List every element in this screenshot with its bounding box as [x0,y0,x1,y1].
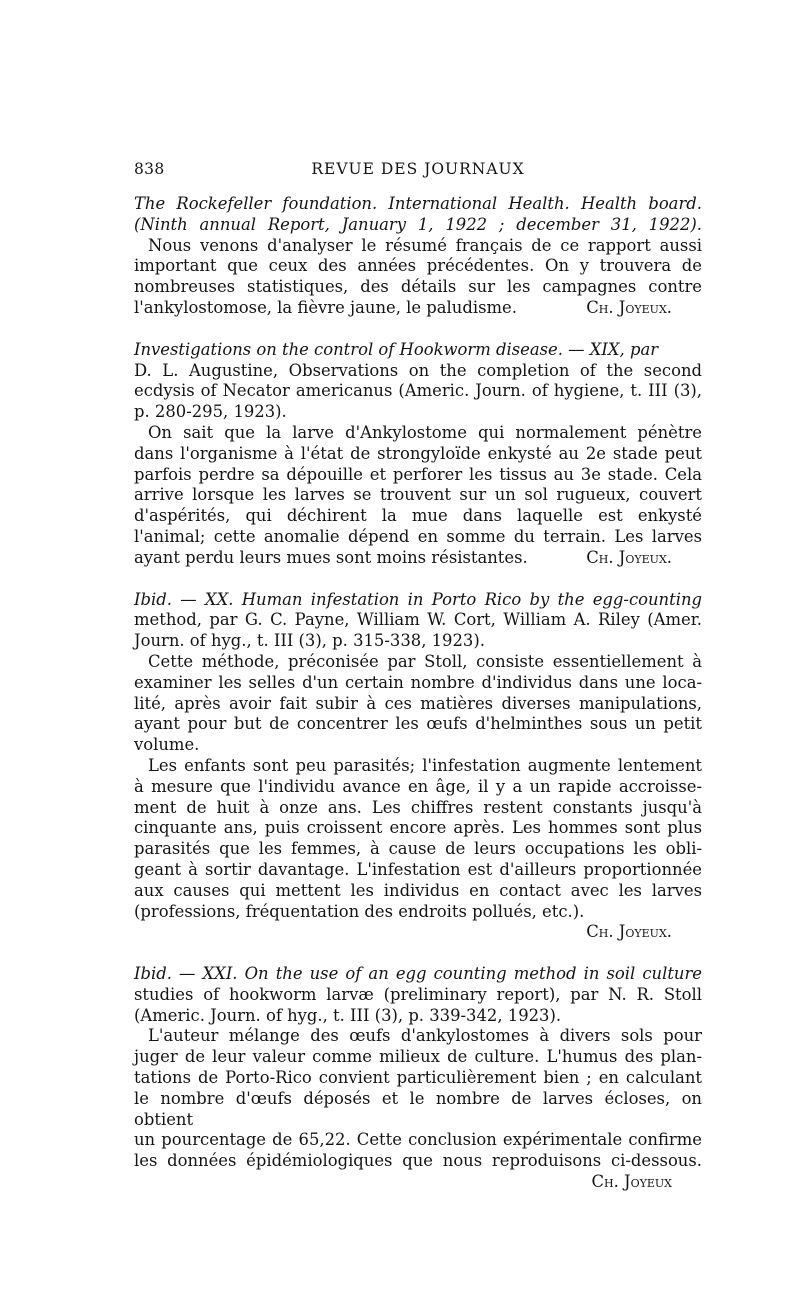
body-line-with-signature: ayant perdu leurs mues sont moins résistantes. Ch. Joyeux. [134,548,702,569]
author-signature: Ch. Joyeux. [586,922,672,942]
body-line: important que ceux des années précédentes. On y trouvera de [134,256,702,276]
body-line: L'auteur mélange des œufs d'ankylostomes à divers sols pour [148,1026,702,1046]
body-line: aux causes qui mettent les individus en contact avec les larves [134,880,702,900]
body-line: parasités que les femmes, à cause de leurs occupations les obli- [134,839,702,859]
author-signature: Ch. Joyeux. [586,547,672,567]
citation-line: Investigations on the control of Hookworm disease. — XIX, par [134,339,659,359]
citation-line: Ibid. — XXI. On the use of an egg counting method in soil culture [134,964,702,984]
citation-line: (Ninth annual Report, January 1, 1922 ; december 31, 1922). [134,214,702,234]
author-signature: Ch. Joyeux [591,1172,672,1192]
body-line: Nous venons d'analyser le résumé français de ce rapport aussi [148,235,702,255]
body-line: les données épidémiologiques que nous reproduisons ci-dessous. [134,1151,702,1171]
body-line: On sait que la larve d'Ankylostome qui normalement pénètre [148,422,702,442]
citation-line: D. L. Augustine, Observations on the completion of the second [134,360,702,380]
body-line: cinquante ans, puis croissent encore après. Les hommes sont plus [134,818,702,838]
body-line: volume. [134,735,200,755]
body-line: juger de leur valeur comme milieux de culture. L'humus des plan- [134,1047,702,1067]
signature-line [134,1172,702,1193]
body-line: geant à sortir davantage. L'infestation est d'ailleurs proportionnée [134,859,702,879]
page-number: 838 [134,160,165,178]
body-line: dans l'organisme à l'état de strongyloïde enkysté au 2e stade peut [134,443,702,463]
citation-line: Ibid. — XX. Human infestation in Porto Rico by the egg-counting [134,589,702,609]
body-line: Cette méthode, préconisée par Stoll, consiste essentiellement à [148,651,702,671]
body-line: examiner les selles d'un certain nombre d'individus dans une loca- [134,672,702,692]
citation-line: (Americ. Journ. of hyg., t. III (3), p. 339-342, 1923). [134,1005,562,1025]
body-line-with-signature: l'ankylostomose, la fièvre jaune, le paludisme. Ch. Joyeux. [134,298,702,319]
review-entry-xxi [134,964,702,1193]
citation-line: studies of hookworm larvæ (preliminary report), par N. R. Stoll [134,984,702,1004]
page-header [134,160,702,184]
review-entry-xix [134,340,702,569]
citation-line: p. 280-295, 1923). [134,402,287,422]
body-line: tations de Porto-Rico convient particulièrement bien ; en calculant [134,1068,702,1088]
body-line: d'aspérités, qui déchirent la mue dans laquelle est enkysté [134,506,702,526]
running-title: REVUE DES JOURNAUX [311,160,525,178]
author-signature: Ch. Joyeux. [586,297,672,317]
body-line: (professions, fréquentation des endroits pollués, etc.). [134,901,585,921]
citation-line: Journ. of hyg., t. III (3), p. 315-338, 1923). [134,631,485,651]
body-line: le nombre d'œufs déposés et le nombre de larves écloses, on obtient [134,1088,702,1129]
body-line: lité, après avoir fait subir à ces matières diverses manipulations, [134,693,702,713]
body-line: ayant pour but de concentrer les œufs d'helminthes sous un petit [134,714,702,734]
review-entry-xx [134,590,702,944]
text-column [134,194,702,1214]
body-line: ment de huit à onze ans. Les chiffres restent constants jusqu'à [134,797,702,817]
signature-line [134,922,702,943]
body-line: à mesure que l'individu avance en âge, il y a un rapide accroisse- [134,776,702,796]
body-line: arrive lorsque les larves se trouvent sur un sol rugueux, couvert [134,485,702,505]
citation-line: ecdysis of Necator americanus (Americ. Journ. of hygiene, t. III (3), [134,381,702,401]
citation-line: The Rockefeller foundation. International Health. Health board. [134,194,702,213]
body-line: nombreuses statistiques, des détails sur les campagnes contre [134,277,702,297]
review-entry-rockefeller [134,194,702,319]
body-line: un pourcentage de 65,22. Cette conclusion expérimentale confirme [134,1130,702,1150]
body-line: l'animal; cette anomalie dépend en somme du terrain. Les larves [134,526,702,546]
citation-line: method, par G. C. Payne, William W. Cort, William A. Riley (Amer. [134,610,702,630]
body-line: parfois perdre sa dépouille et perforer les tissus au 3e stade. Cela [134,464,702,484]
body-line: Les enfants sont peu parasités; l'infestation augmente lentement [148,755,702,775]
